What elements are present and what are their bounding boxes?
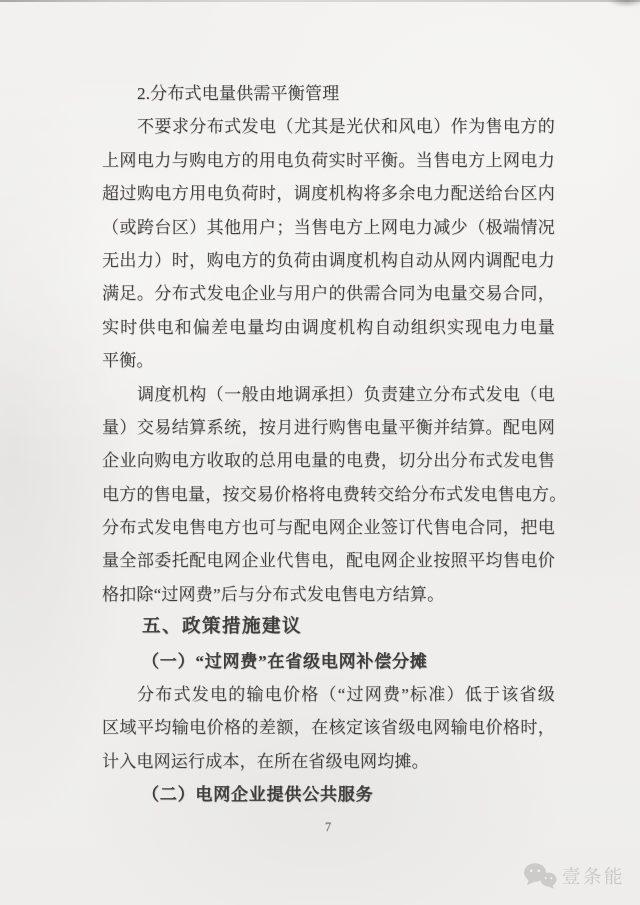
body-text-line: 不要求分布式发电（尤其是光伏和风电）作为售电方的 (137, 117, 555, 137)
body-text-line: 分布式发电售电方也可与配电网企业签订代售电合同，把电 (102, 518, 555, 538)
section-heading: 五、政策措施建议 (142, 617, 303, 638)
body-text-line: 计入电网运行成本，在所在省级电网均摊。 (102, 751, 429, 771)
body-text-line: 超过购电方用电负荷时，调度机构将多余电力配送给台区内 (102, 184, 555, 204)
body-text-line: 满足。分布式发电企业与用户的供需合同为电量交易合同， (102, 284, 555, 304)
scan-top-edge-artifact (0, 0, 640, 2)
body-text-line: （或跨台区）其他用户；当售电方上网电力减少（极端情况 (102, 217, 555, 237)
body-text-line: 平衡。 (102, 351, 154, 371)
body-text-line: 区域平均输电价格的差额，在核定该省级电网输电价格时， (102, 718, 555, 738)
body-text-line: 无出力）时，购电方的负荷由调度机构自动从网内调配电力 (102, 250, 555, 270)
body-text-line: 上网电力与购电方的用电负荷实时平衡。当售电方上网电力 (102, 150, 555, 170)
footer-brand-name: 壹条能 (561, 866, 625, 887)
body-text-line: 量）交易结算系统，按月进行购售电量平衡并结算。配电网 (102, 417, 555, 437)
subsection-heading: （一）“过网费”在省级电网补偿分摊 (142, 651, 428, 671)
page-number: 7 (324, 820, 333, 834)
body-text-line: 企业向购电方收取的总用电量的电费，切分出分布式发电售 (102, 451, 555, 471)
wechat-icon (523, 862, 557, 890)
document-body (102, 77, 567, 812)
subsection-heading: 2.分布式电量供需平衡管理 (137, 84, 340, 103)
subsection-heading: （二）电网企业提供公共服务 (142, 785, 374, 805)
body-text-line: 调度机构（一般由地调承担）负责建立分布式发电（电 (137, 384, 555, 404)
scan-corner-smudge (576, 0, 640, 30)
body-text-line: 电方的售电量，按交易价格将电费转交给分布式发电售电方。 (102, 484, 567, 504)
body-text-line: 量全部委托配电网企业代售电，配电网企业按照平均售电价 (102, 551, 555, 571)
body-text-line: 格扣除“过网费”后与分布式发电售电方结算。 (102, 584, 445, 604)
footer-brand (523, 862, 625, 890)
body-text-line: 分布式发电的输电价格（“过网费”标准）低于该省级 (137, 685, 555, 705)
body-text-line: 实时供电和偏差电量均由调度机构自动组织实现电力电量 (102, 317, 555, 337)
